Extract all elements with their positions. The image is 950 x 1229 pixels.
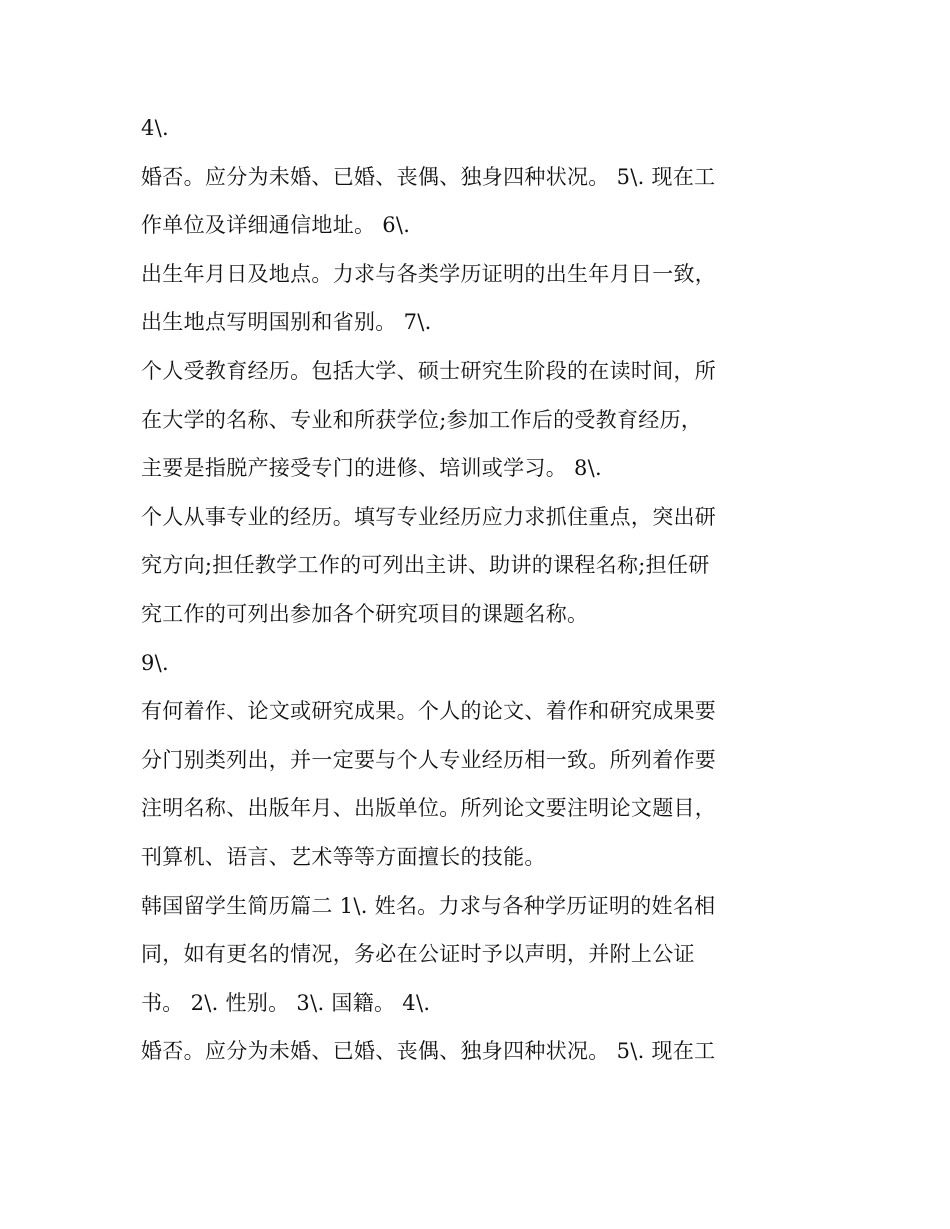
text-line: 分门别类列出，并一定要与个人专业经历相一致。所列着作要 [141, 748, 717, 772]
text-line: 婚否。应分为未婚、已婚、丧偶、独身四种状况。 5\. 现在工 [141, 1039, 716, 1063]
text-line: 作单位及详细通信地址。 6\. [141, 213, 411, 237]
text-line: 出生年月日及地点。力求与各类学历证明的出生年月日一致， [141, 262, 717, 286]
text-line: 出生地点写明国别和省别。 7\. [141, 310, 432, 334]
text-line: 婚否。应分为未婚、已婚、丧偶、独身四种状况。 5\. 现在工 [141, 165, 716, 189]
text-line: 同，如有更名的情况，务必在公证时予以声明，并附上公证 [141, 942, 695, 966]
text-line: 4\. [141, 116, 170, 140]
text-line: 个人受教育经历。包括大学、硕士研究生阶段的在读时间，所 [141, 359, 717, 383]
text-line: 究方向;担任教学工作的可列出主讲、助讲的课程名称;担任研 [141, 553, 710, 577]
text-line: 书。 2\. 性别。 3\. 国籍。 4\. [141, 991, 431, 1015]
text-line: 有何着作、论文或研究成果。个人的论文、着作和研究成果要 [141, 699, 717, 723]
text-line: 究工作的可列出参加各个研究项目的课题名称。 [141, 602, 589, 626]
text-line: 在大学的名称、专业和所获学位;参加工作后的受教育经历， [141, 408, 703, 432]
text-line: 注明名称、出版年月、出版单位。所列论文要注明论文题目， [141, 796, 717, 820]
text-line: 韩国留学生简历篇二 1\. 姓名。力求与各种学历证明的姓名相 [141, 894, 716, 918]
text-line: 主要是指脱产接受专门的进修、培训或学习。 8\. [141, 456, 602, 480]
text-line: 9\. [141, 651, 170, 675]
text-line: 个人从事专业的经历。填写专业经历应力求抓住重点，突出研 [141, 505, 717, 529]
text-line: 刊算机、语言、艺术等等方面擅长的技能。 [141, 845, 546, 869]
